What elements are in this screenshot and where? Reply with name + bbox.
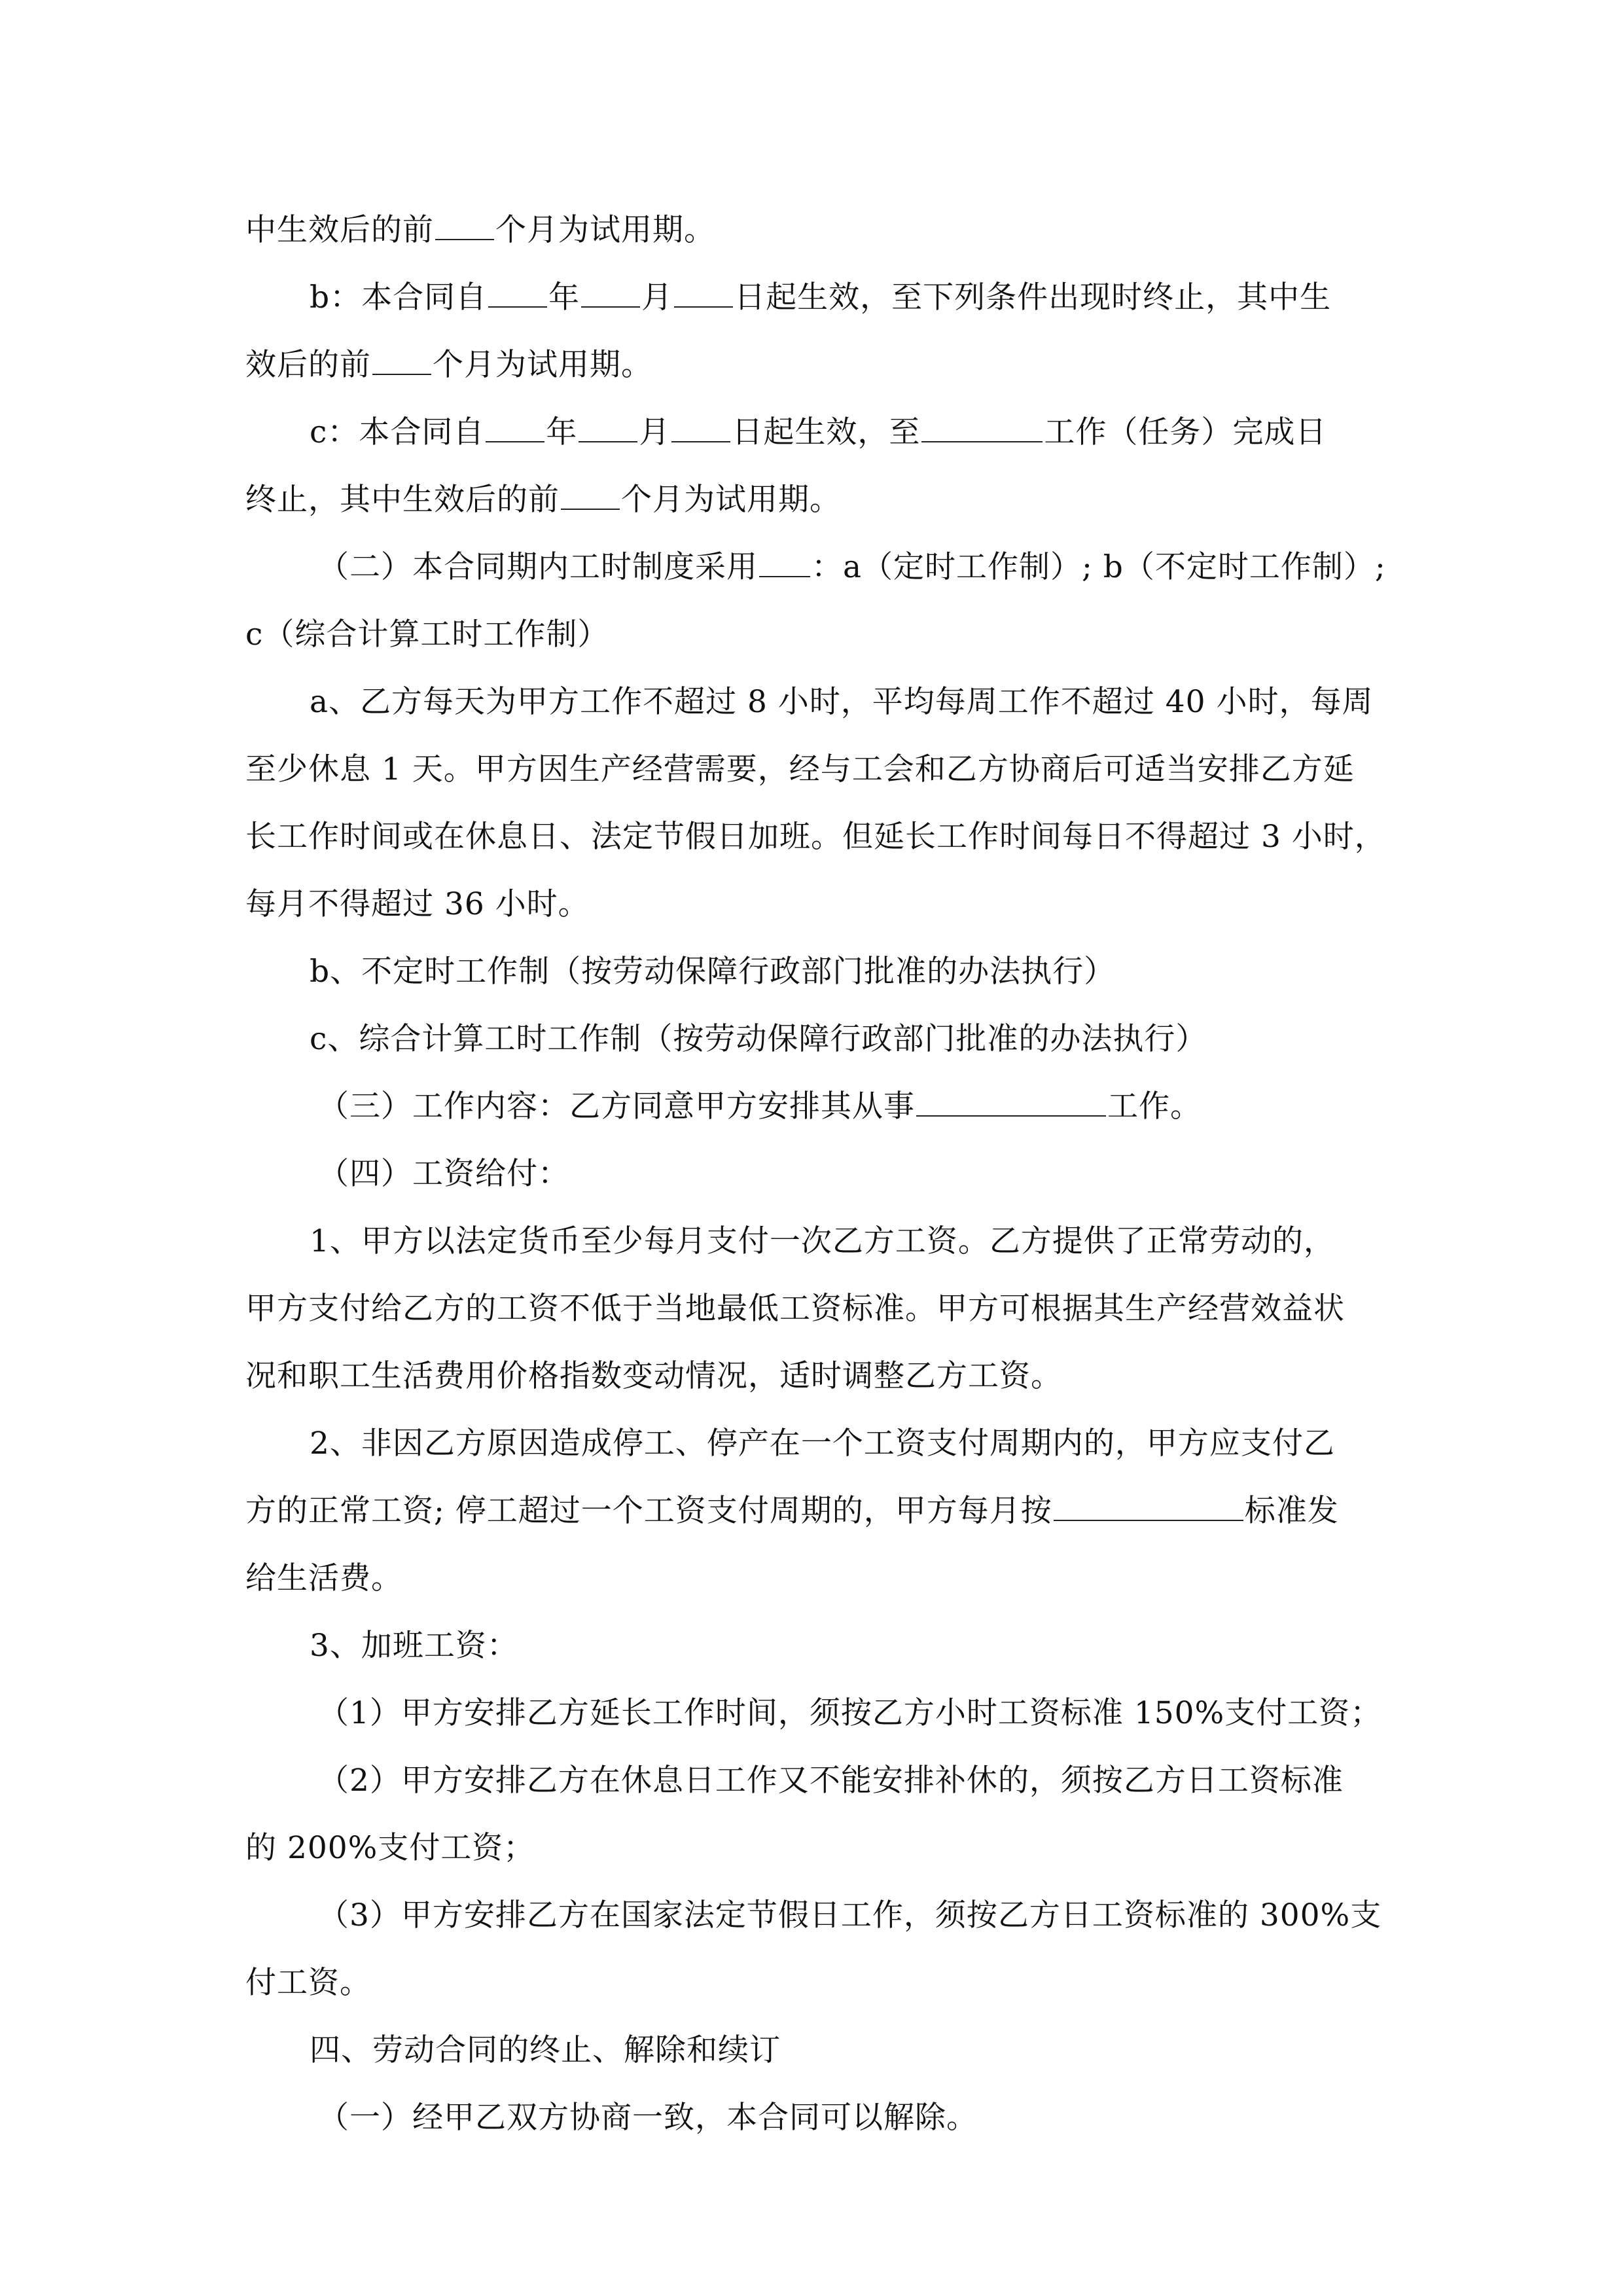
text-segment: 效后的前 xyxy=(245,347,371,383)
text-segment: 标准发 xyxy=(1244,1493,1339,1529)
text-segment: 终止，其中生效后的前 xyxy=(245,482,560,518)
text-line xyxy=(245,1073,1417,1140)
text-segment: 工作。 xyxy=(1107,1088,1202,1124)
fill-blank xyxy=(486,415,544,442)
fill-blank xyxy=(435,213,494,240)
text-line: c（综合计算工时工作制） xyxy=(245,617,609,653)
text-line: （2）甲方安排乙方在休息日工作又不能安排补休的，须按乙方日工资标准 xyxy=(318,1763,1344,1799)
text-segment: c：本合同自 xyxy=(310,414,485,450)
text-line: c、综合计算工时工作制（按劳动保障行政部门批准的办法执行） xyxy=(310,1021,1207,1057)
text-segment: 月 xyxy=(639,414,671,450)
text-line: 给生活费。 xyxy=(245,1560,402,1596)
fill-blank xyxy=(671,415,730,442)
text-line xyxy=(245,196,1417,264)
text-segment: 个月为试用期。 xyxy=(495,212,715,248)
fill-blank xyxy=(921,415,1043,442)
text-line: b、不定时工作制（按劳动保障行政部门批准的办法执行） xyxy=(310,954,1116,990)
fill-blank xyxy=(561,482,620,510)
text-line: 3、加班工资： xyxy=(310,1628,518,1664)
text-segment: 个月为试用期。 xyxy=(433,347,652,383)
text-segment: ：a（定时工作制）; b（不定时工作制）; xyxy=(812,549,1386,585)
text-line: 甲方支付给乙方的工资不低于当地最低工资标准。甲方可根据其生产经营效益状 xyxy=(245,1291,1345,1327)
text-line: （一）经甲乙双方协商一致，本合同可以解除。 xyxy=(318,2100,978,2136)
text-segment: （二）本合同期内工时制度采用 xyxy=(318,549,758,585)
text-segment: 日起生效，至 xyxy=(732,414,921,450)
fill-blank xyxy=(579,415,637,442)
text-segment: 月 xyxy=(641,279,673,315)
fill-blank xyxy=(759,550,810,577)
text-line xyxy=(245,466,1417,533)
text-line xyxy=(245,399,1417,466)
text-segment: 日起生效，至下列条件出现时终止，其中生 xyxy=(734,279,1332,315)
text-line xyxy=(245,533,1417,601)
text-segment: 方的正常工资; 停工超过一个工资支付周期的，甲方每月按 xyxy=(245,1493,1052,1529)
text-line: 每月不得超过 36 小时。 xyxy=(245,886,590,922)
text-line: （3）甲方安排乙方在国家法定节假日工作，须按乙方日工资标准的 300%支 xyxy=(318,1897,1382,1933)
text-line: a、乙方每天为甲方工作不超过 8 小时，平均每周工作不超过 40 小时，每周 xyxy=(310,684,1374,720)
text-line: 付工资。 xyxy=(245,1965,371,2001)
fill-blank xyxy=(581,280,640,308)
section-heading: 四、劳动合同的终止、解除和续订 xyxy=(310,2032,781,2068)
text-segment: b：本合同自 xyxy=(310,279,488,315)
text-line xyxy=(245,1477,1417,1545)
fill-blank xyxy=(488,280,547,308)
text-line: 2、非因乙方原因造成停工、停产在一个工资支付周期内的，甲方应支付乙 xyxy=(310,1426,1335,1462)
text-line: 1、甲方以法定货币至少每月支付一次乙方工资。乙方提供了正常劳动的， xyxy=(310,1223,1335,1259)
text-line xyxy=(245,264,1417,331)
text-line: 至少休息 1 天。甲方因生产经营需要，经与工会和乙方协商后可适当安排乙方延 xyxy=(245,751,1355,787)
text-segment: 中生效后的前 xyxy=(245,212,434,248)
text-line xyxy=(245,331,1417,399)
document-body xyxy=(245,196,1417,2151)
text-line: 的 200%支付工资； xyxy=(245,1830,535,1866)
fill-blank xyxy=(916,1089,1106,1117)
fill-blank xyxy=(674,280,733,308)
text-line: 长工作时间或在休息日、法定节假日加班。但延长工作时间每日不得超过 3 小时， xyxy=(245,819,1386,855)
fill-blank xyxy=(1054,1494,1243,1521)
text-segment: 年 xyxy=(546,414,578,450)
text-line: （1）甲方安排乙方延长工作时间，须按乙方小时工资标准 150%支付工资； xyxy=(318,1695,1382,1731)
fill-blank xyxy=(372,348,431,375)
text-segment: （三）工作内容：乙方同意甲方安排其从事 xyxy=(318,1088,915,1124)
text-segment: 年 xyxy=(548,279,580,315)
text-line: （四）工资给付： xyxy=(318,1156,569,1192)
text-segment: 工作（任务）完成日 xyxy=(1044,414,1327,450)
text-segment: 个月为试用期。 xyxy=(621,482,841,518)
text-line: 况和职工生活费用价格指数变动情况，适时调整乙方工资。 xyxy=(245,1358,1062,1394)
